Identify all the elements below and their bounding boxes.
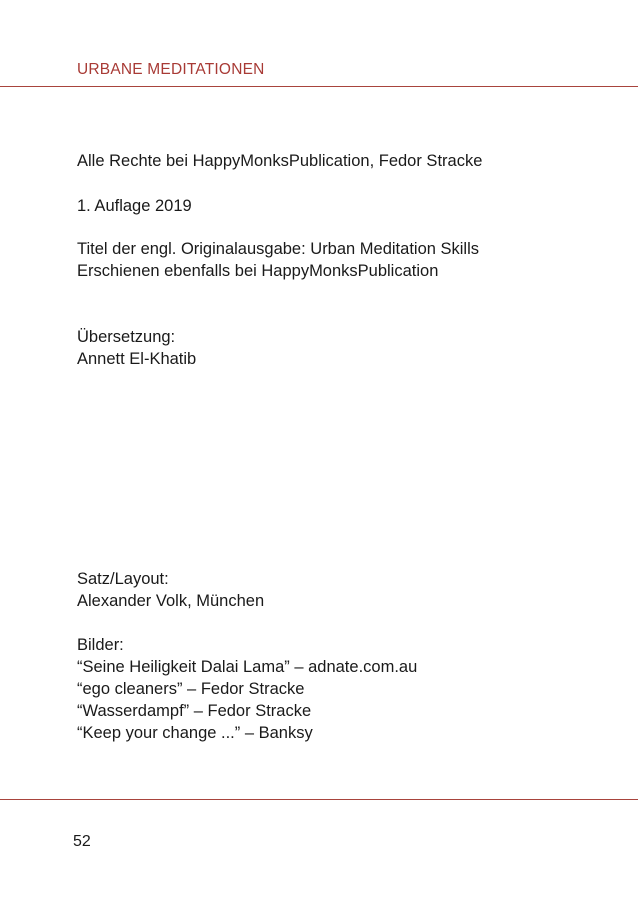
- running-head: URBANE MEDITATIONEN: [77, 61, 265, 78]
- layout-credit: Alexander Volk, München: [77, 592, 265, 610]
- translation-label: Übersetzung:: [77, 328, 176, 346]
- page-number: 52: [73, 833, 91, 850]
- edition-line: 1. Auflage 2019: [77, 197, 192, 215]
- rights-line: Alle Rechte bei HappyMonksPublication, Fedor Stracke: [77, 152, 483, 170]
- images-label: Bilder:: [77, 636, 124, 654]
- original-title-line: Titel der engl. Originalausgabe: Urban Meditation Skills: [77, 240, 480, 258]
- image-credit: “Wasserdampf” – Fedor Stracke: [77, 702, 312, 720]
- translator-name: Annett El-Khatib: [77, 350, 197, 368]
- also-published-line: Erschienen ebenfalls bei HappyMonksPublication: [77, 262, 439, 280]
- header-divider: [0, 86, 638, 87]
- footer-divider: [0, 799, 638, 800]
- image-credit: “ego cleaners” – Fedor Stracke: [77, 680, 305, 698]
- image-credit: “Seine Heiligkeit Dalai Lama” – adnate.com.au: [77, 658, 418, 676]
- layout-label: Satz/Layout:: [77, 570, 169, 588]
- image-credit: “Keep your change ...” – Banksy: [77, 724, 313, 742]
